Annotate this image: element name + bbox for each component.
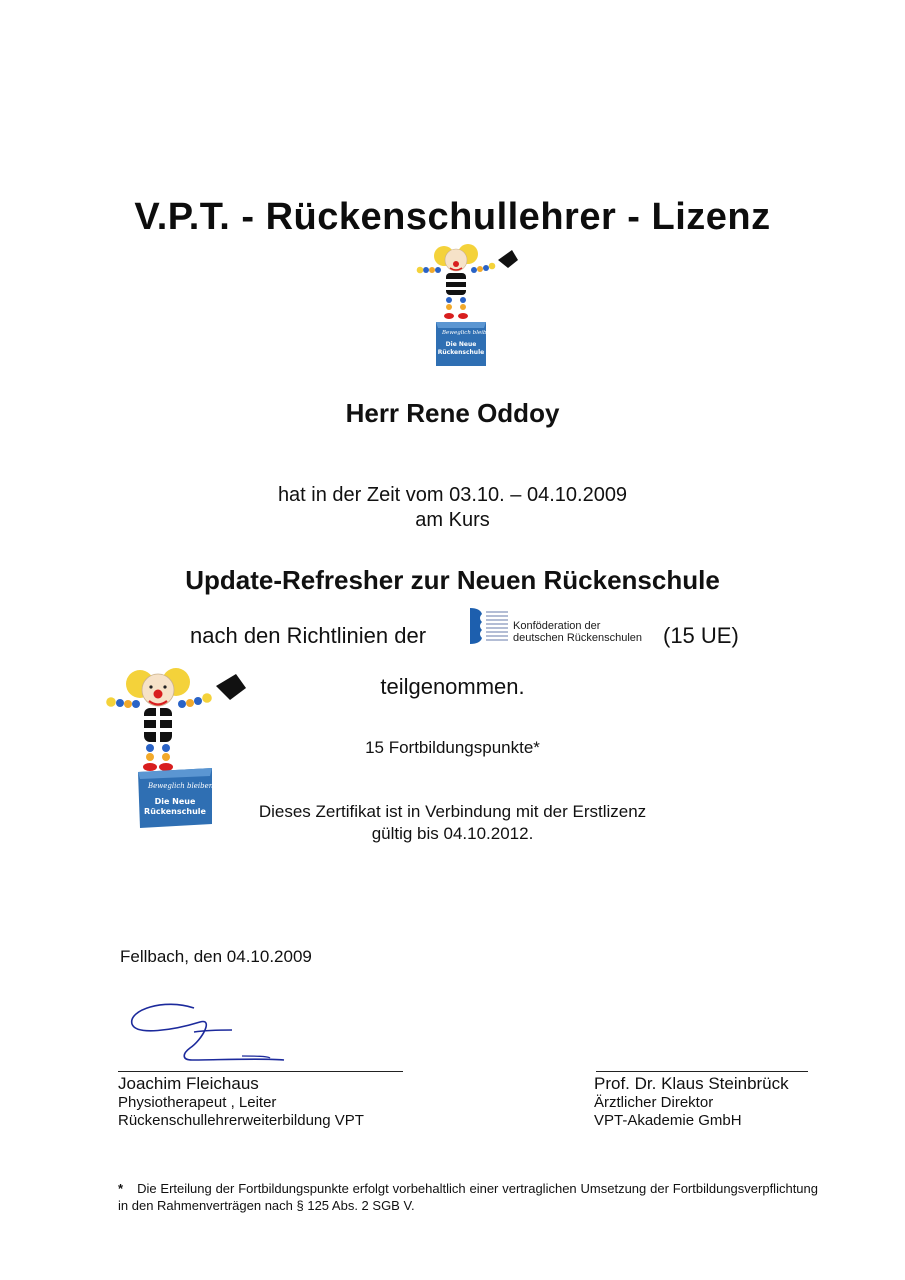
signatory-left-name: Joachim Fleichaus <box>118 1074 259 1093</box>
guideline-prefix: nach den Richtlinien der <box>190 623 427 648</box>
konfoederation-text <box>513 620 642 644</box>
signature-left <box>124 1000 304 1070</box>
mascot-large-line2: Rückenschule <box>144 807 206 816</box>
guideline-row <box>0 606 905 656</box>
validity-line2: gültig bis 04.10.2012. <box>371 824 534 843</box>
place-date: Fellbach, den 04.10.2009 <box>120 947 312 966</box>
participated-text: teilgenommen. <box>380 674 525 699</box>
signatory-right <box>594 1074 789 1130</box>
validity-text <box>0 801 905 845</box>
signatory-left-role2: Rückenschullehrerweiterbildung VPT <box>118 1112 364 1129</box>
signatory-right-name: Prof. Dr. Klaus Steinbrück <box>594 1074 789 1093</box>
course-name: Update-Refresher zur Neuen Rückenschule <box>185 565 720 595</box>
signatory-left-role1: Physiotherapeut , Leiter <box>118 1094 277 1111</box>
training-points: 15 Fortbildungspunkte* <box>365 738 540 757</box>
mascot-small-line2: Rückenschule <box>437 349 485 356</box>
mascot-large-line1: Die Neue <box>154 797 196 806</box>
signature-line-right <box>596 1071 808 1072</box>
signatory-right-role2: VPT-Akademie GmbH <box>594 1112 742 1129</box>
footnote-text: Die Erteilung der Fortbildungspunkte erfolgt vorbehaltlich einer vertraglichen Umsetzung der Fortbildungsverpflichtung in den Rahmenverträgen nach § 125 Abs. 2 SGB V. <box>118 1181 818 1213</box>
konfoederation-line2: deutschen Rückenschulen <box>513 632 643 644</box>
signatory-right-role1: Ärztlicher Direktor <box>594 1094 714 1111</box>
signatory-left <box>118 1074 364 1130</box>
units: (15 UE) <box>663 623 739 648</box>
mascot-small-line1: Die Neue <box>445 341 477 348</box>
recipient-name: Herr Rene Oddoy <box>345 398 560 428</box>
mascot-large-script: Beweglich bleiben <box>148 782 214 790</box>
validity-line1: Dieses Zertifikat ist in Verbindung mit der Erstlizenz <box>258 802 647 821</box>
konfoederation-line1: Konföderation der <box>513 620 601 632</box>
konfoederation-logo-icon <box>466 606 510 646</box>
mascot-small-script: Beweglich bleiben <box>442 330 494 336</box>
signature-line-left <box>118 1071 403 1072</box>
period-line: hat in der Zeit vom 03.10. – 04.10.2009 <box>277 484 628 506</box>
certificate-title: V.P.T. - Rückenschullehrer - Lizenz <box>134 196 771 238</box>
footnote-star: * <box>118 1181 124 1196</box>
mascot-logo-small <box>414 242 524 372</box>
course-prefix: am Kurs <box>415 509 490 531</box>
footnote <box>118 1180 818 1214</box>
